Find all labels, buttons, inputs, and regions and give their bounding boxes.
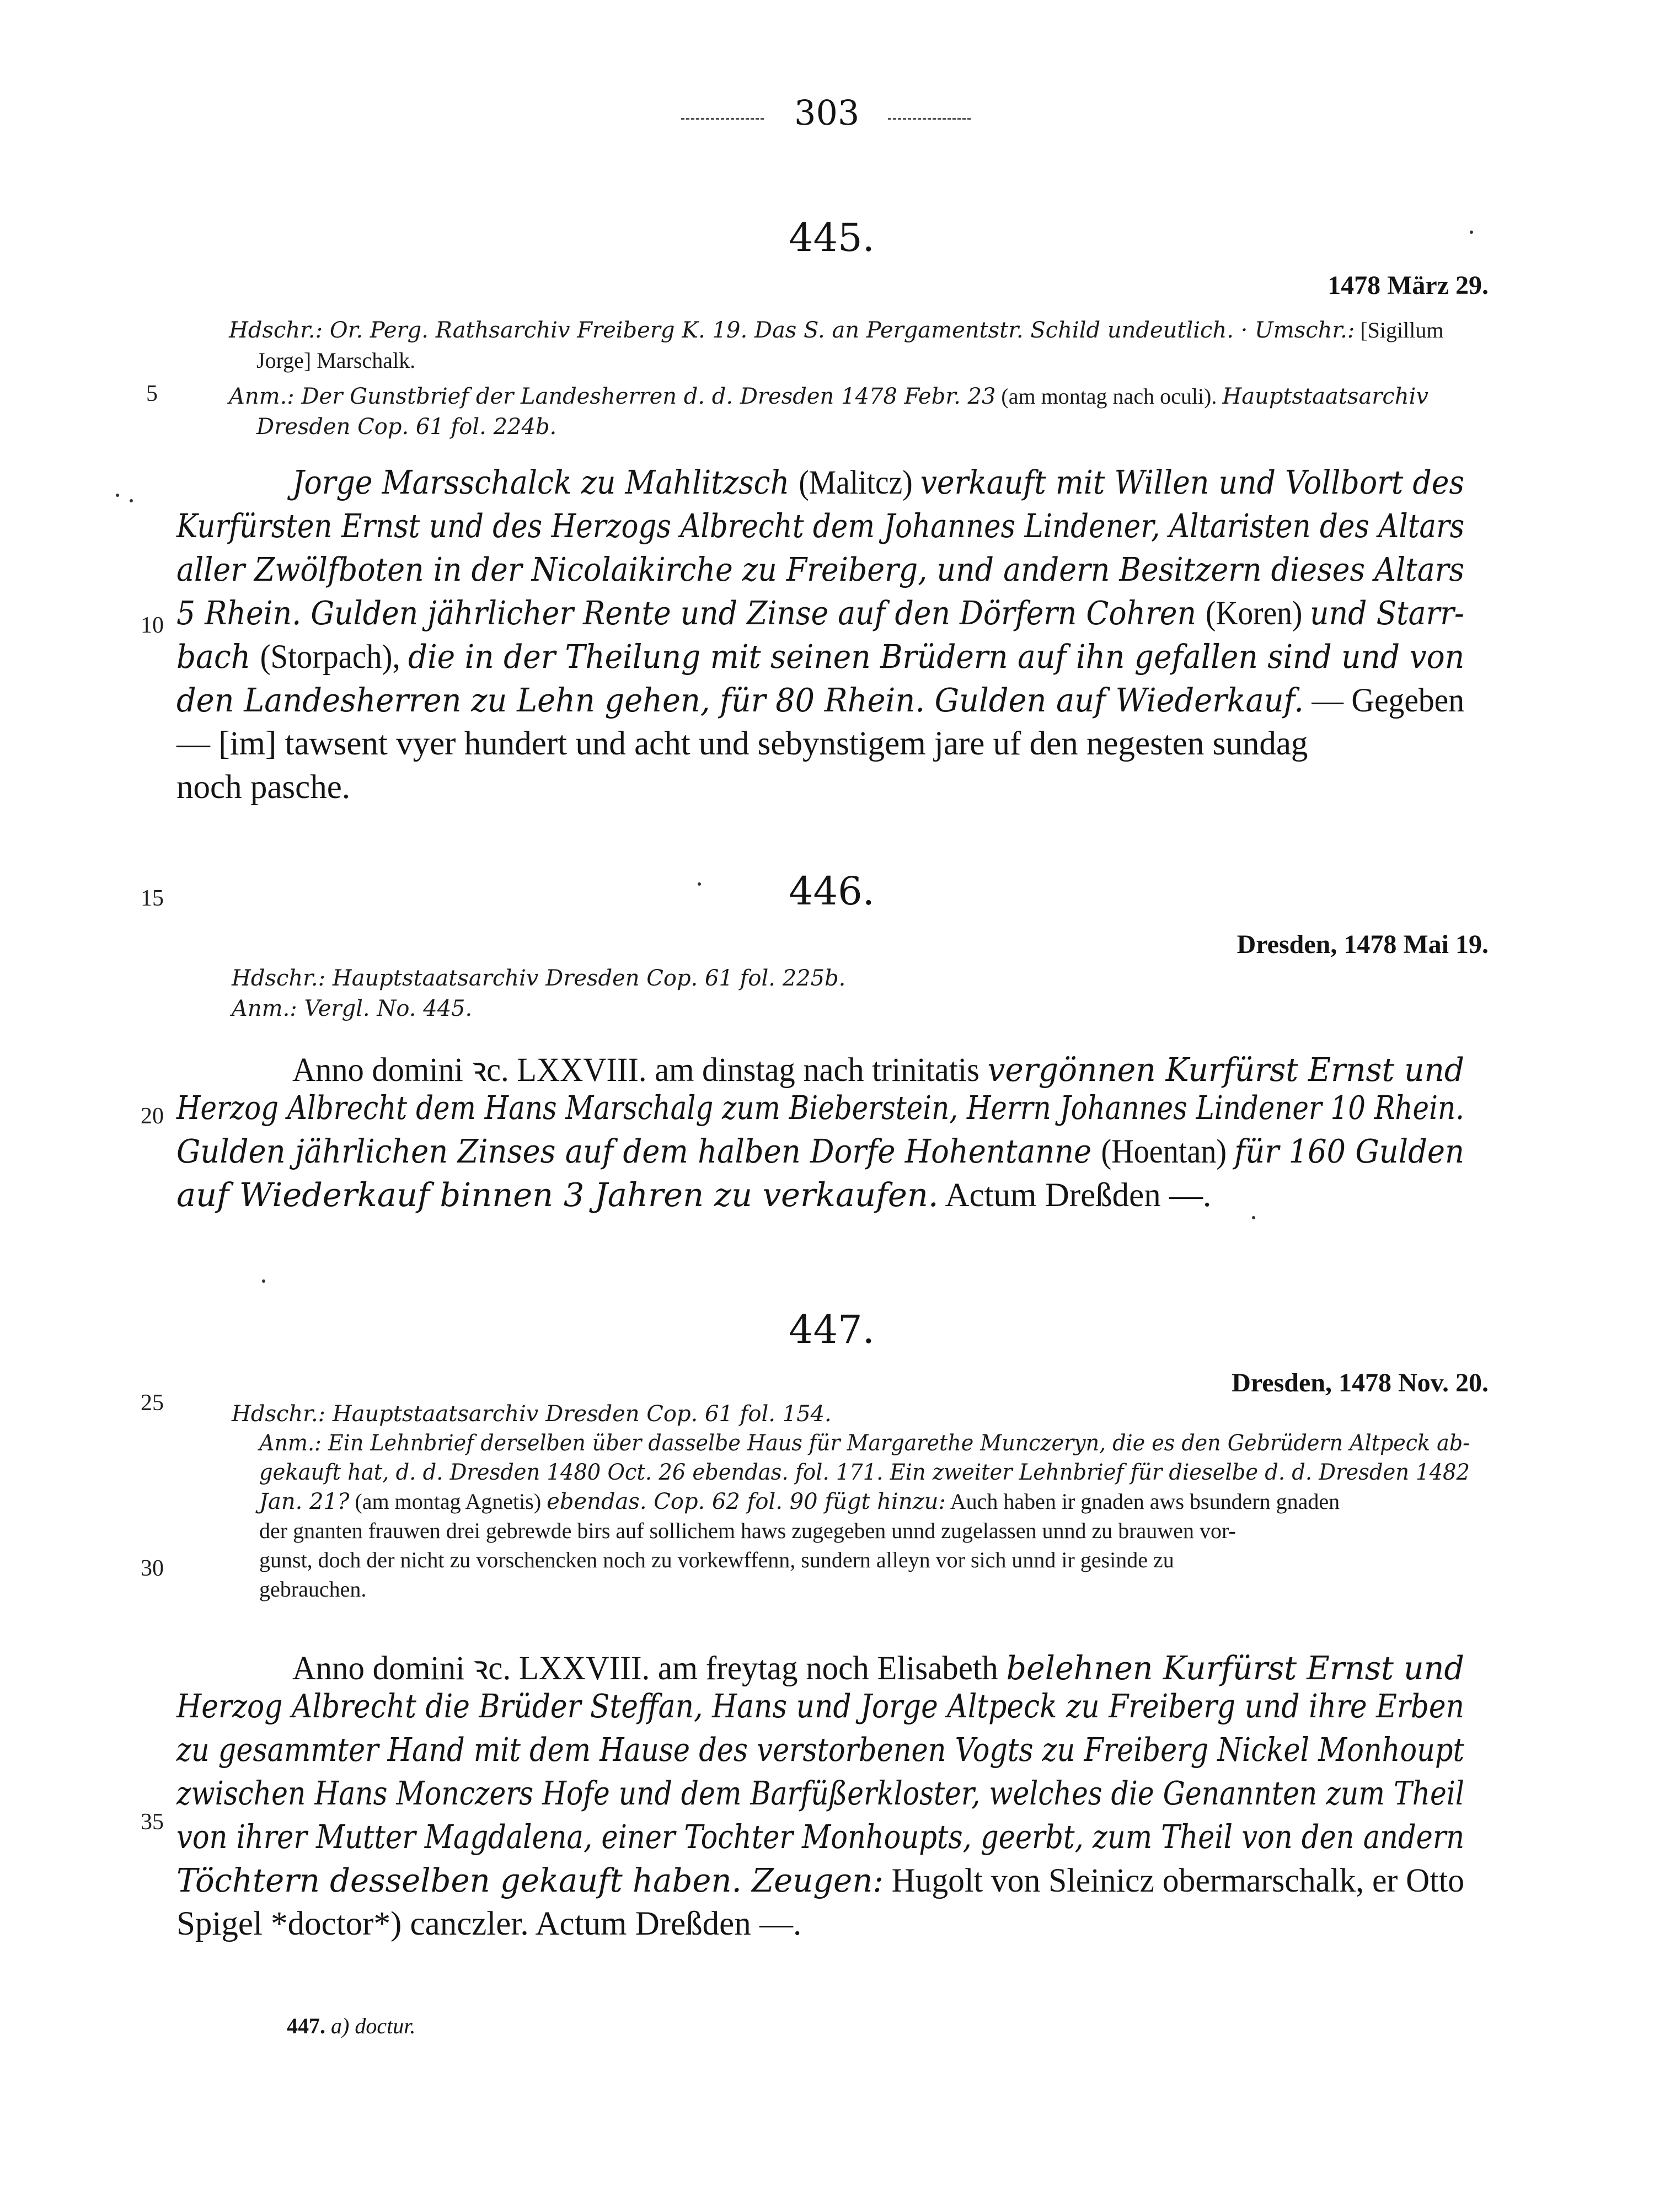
- document-date: Dresden, 1478 Mai 19.: [1237, 930, 1489, 959]
- text-line: zwischen Hans Monczers Hofe und dem Barfüßerkloster, welches die Genannten zum Theil: [176, 1774, 1464, 1812]
- scan-speck: [130, 499, 133, 502]
- text-line: der gnanten frauwen drei gebrewde birs auf sollichem haws zugegeben unnd zugelassen unnd zu brauwen vor-: [259, 1518, 1236, 1543]
- text-line: Herzog Albrecht die Brüder Steffan, Hans und Jorge Altpeck zu Freiberg und ihre Erben: [176, 1687, 1464, 1725]
- line-number: 30: [141, 1556, 164, 1581]
- line-number: 25: [141, 1390, 164, 1416]
- text-line: auf Wiederkauf binnen 3 Jahren zu verkaufen. Actum Dreßden —.: [176, 1176, 1212, 1214]
- annotation-note: Anm.: Der Gunstbrief der Landesherren d. d. Dresden 1478 Febr. 23 (am montag nach oculi). Hauptstaatsarchiv: [229, 384, 1428, 409]
- header-rule-left: [681, 118, 764, 120]
- text-line: noch pasche.: [176, 769, 351, 806]
- text-line: Spigel *doctor*) canczler. Actum Dreßden —.: [176, 1905, 802, 1942]
- text-line: bach (Storpach), die in der Theilung mit seinen Brüdern auf ihn gefallen sind und von: [176, 638, 1465, 676]
- page-number: 303: [794, 93, 860, 133]
- text-line: Anno domini ꝛc. LXXVIII. am freytag noch Elisabeth belehnen Kurfürst Ernst und: [292, 1649, 1464, 1687]
- text-line: aller Zwölfboten in der Nicolaikirche zu Freiberg, und andern Besitzern dieses Altars: [176, 550, 1465, 588]
- text-line: — [im] tawsent vyer hundert und acht und sebynstigem jare uf den negesten sundag: [176, 725, 1308, 762]
- scan-speck: [698, 882, 701, 886]
- line-number: 10: [141, 613, 164, 638]
- text-line: gebrauchen.: [259, 1577, 367, 1602]
- scan-speck: [262, 1279, 265, 1283]
- document-date: 1478 März 29.: [1328, 271, 1489, 300]
- text-line: Jorge Marsschalck zu Mahlitzsch (Malitcz) verkauft mit Willen und Vollbort des: [292, 463, 1465, 501]
- text-line: von ihrer Mutter Magdalena, einer Tochter Monhoupts, geerbt, zum Theil von den andern: [176, 1818, 1465, 1856]
- header-rule-right: [888, 118, 971, 120]
- text-line: gunst, doch der nicht zu vorschencken noch zu vorkewffenn, sundern alleyn vor sich unnd ir gesinde zu: [259, 1547, 1174, 1572]
- text-line: Jan. 21? (am montag Agnetis) ebendas. Cop. 62 fol. 90 fügt hinzu: Auch haben ir gnaden aws bsundern gnaden: [259, 1489, 1340, 1514]
- text-line: den Landesherren zu Lehn gehen, für 80 Rhein. Gulden auf Wiederkauf. — Gegeben: [176, 681, 1465, 719]
- line-number: 15: [141, 886, 164, 911]
- text-line: Anno domini ꝛc. LXXVIII. am dinstag nach trinitatis vergönnen Kurfürst Ernst und: [292, 1051, 1465, 1089]
- footnote: 447. a) doctur.: [287, 2013, 416, 2038]
- source-note: Hdschr.: Or. Perg. Rathsarchiv Freiberg K. 19. Das S. an Pergamentstr. Schild undeutlich. · Umschr.: [Sigillum: [229, 318, 1444, 343]
- text-line: 5 Rhein. Gulden jährlicher Rente und Zinse auf den Dörfern Cohren (Koren) und Starr-: [176, 594, 1464, 632]
- source-note: Jorge] Marschalk.: [256, 348, 416, 373]
- text-line: gekauft hat, d. d. Dresden 1480 Oct. 26 ebendas. fol. 171. Ein zweiter Lehnbrief für dieselbe d. d. Dresden 1482: [259, 1460, 1470, 1485]
- text-line: Herzog Albrecht dem Hans Marschalg zum Bieberstein, Herrn Johannes Lindener 10 Rhein.: [176, 1089, 1464, 1127]
- scan-speck: [116, 494, 119, 497]
- document-date: Dresden, 1478 Nov. 20.: [1232, 1368, 1489, 1397]
- document-number: 446.: [789, 869, 875, 914]
- document-number: 447.: [789, 1307, 875, 1352]
- source-note: Hdschr.: Hauptstaatsarchiv Dresden Cop. 61 fol. 225b.: [232, 966, 846, 991]
- scan-speck: [1470, 231, 1473, 234]
- text-line: zu gesammter Hand mit dem Hause des verstorbenen Vogts zu Freiberg Nickel Monhoupt: [176, 1731, 1464, 1769]
- text-line: Kurfürsten Ernst und des Herzogs Albrecht dem Johannes Lindener, Altaristen des Altars: [176, 507, 1465, 545]
- text-line: Hdschr.: Hauptstaatsarchiv Dresden Cop. 61 fol. 154.: [232, 1401, 832, 1427]
- text-line: Gulden jährlichen Zinses auf dem halben Dorfe Hohentanne (Hoentan) für 160 Gulden: [176, 1132, 1464, 1170]
- annotation-note: Anm.: Vergl. No. 445.: [232, 996, 473, 1021]
- scan-speck: [1252, 1216, 1255, 1219]
- text-line: Töchtern desselben gekauft haben. Zeugen: Hugolt von Sleinicz obermarschalk, er Otto: [176, 1861, 1465, 1899]
- line-number: 35: [141, 1809, 164, 1835]
- line-number: 5: [146, 381, 158, 406]
- text-line: Anm.: Ein Lehnbrief derselben über dasselbe Haus für Margarethe Munczeryn, die es den Gebrüdern Altpeck ab-: [259, 1431, 1470, 1456]
- line-number: 20: [141, 1104, 164, 1129]
- annotation-note: Dresden Cop. 61 fol. 224b.: [256, 414, 557, 440]
- document-number: 445.: [789, 215, 875, 260]
